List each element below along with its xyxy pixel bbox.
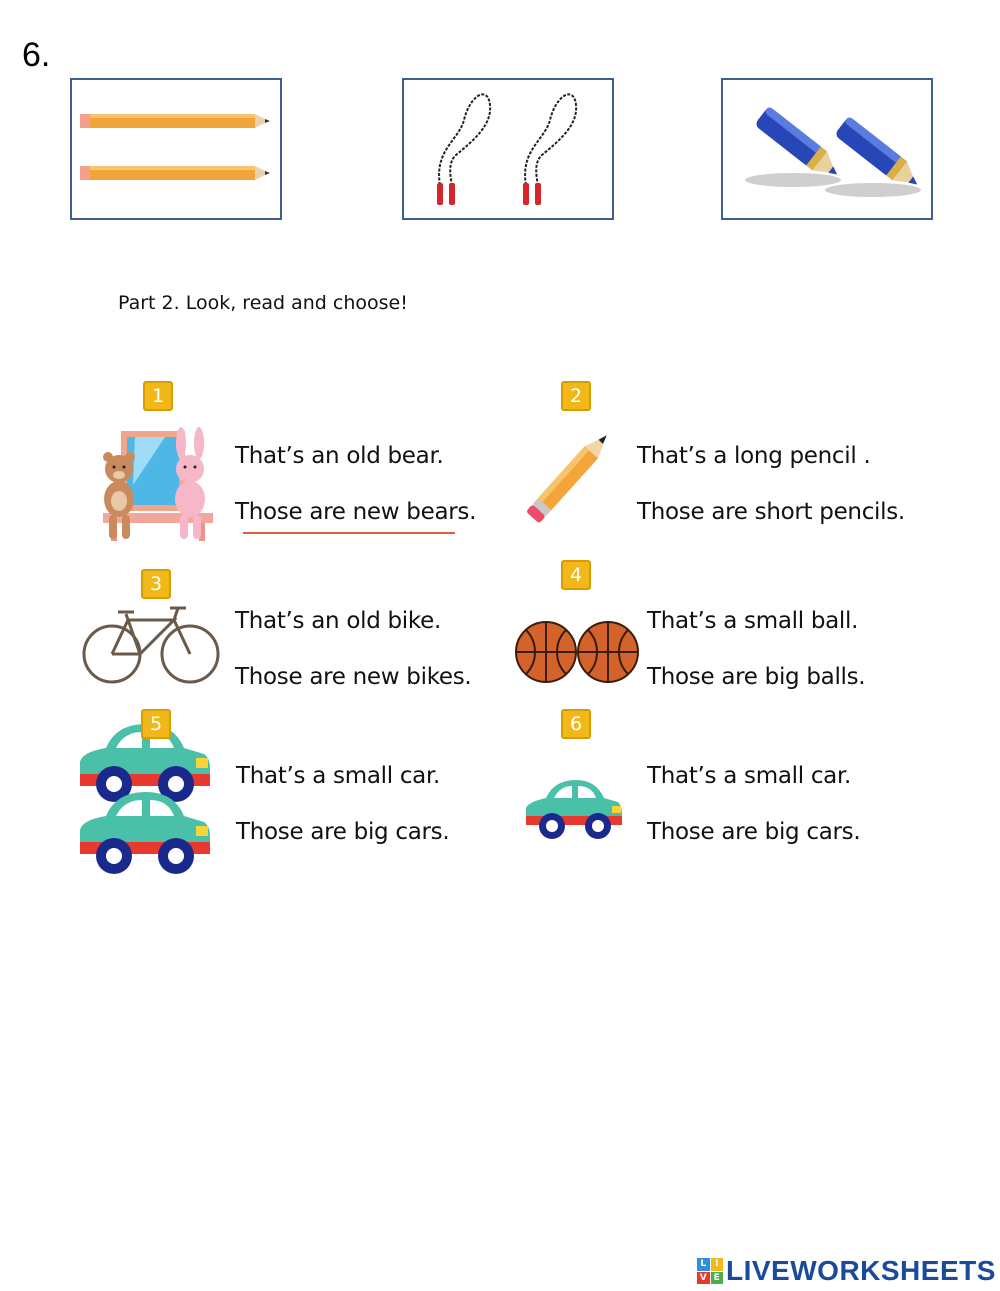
- item-1-option-a[interactable]: That’s an old bear.: [235, 443, 444, 469]
- item-2-option-a[interactable]: That’s a long pencil .: [637, 443, 871, 469]
- item-4-option-b[interactable]: Those are big balls.: [647, 664, 866, 690]
- two-balls-image: [514, 620, 640, 684]
- picture-option-two-crayons[interactable]: [721, 78, 933, 220]
- picture-option-two-pencils[interactable]: [70, 78, 282, 220]
- jump-ropes-image: [404, 80, 612, 218]
- crayons-image: [723, 80, 931, 218]
- item-number-badge: 1: [143, 381, 173, 411]
- bear-and-bunny-image: [95, 425, 223, 545]
- item-3-option-a[interactable]: That’s an old bike.: [235, 608, 441, 634]
- picture-option-two-jump-ropes[interactable]: [402, 78, 614, 220]
- instruction-text: Part 2. Look, read and choose!: [118, 292, 408, 314]
- long-pencil-image: [512, 420, 628, 532]
- logo-mark-icon: L I V E: [697, 1258, 723, 1284]
- logo-text: LIVEWORKSHEETS: [726, 1255, 996, 1286]
- small-car-image: [524, 776, 624, 848]
- item-number-badge: 5: [141, 709, 171, 739]
- bike-image: [82, 602, 220, 688]
- liveworksheets-logo[interactable]: [697, 1253, 996, 1289]
- item-number-badge: 4: [561, 560, 591, 590]
- question-number: 6.: [22, 36, 51, 74]
- item-1-option-b[interactable]: Those are new bears.: [235, 499, 477, 525]
- item-6-option-a[interactable]: That’s a small car.: [647, 763, 852, 789]
- item-number-badge: 2: [561, 381, 591, 411]
- item-6-option-b[interactable]: Those are big cars.: [647, 819, 861, 845]
- item-5-option-a[interactable]: That’s a small car.: [236, 763, 441, 789]
- item-3-option-b[interactable]: Those are new bikes.: [235, 664, 472, 690]
- item-number-badge: 6: [561, 709, 591, 739]
- item-4-option-a[interactable]: That’s a small ball.: [647, 608, 859, 634]
- item-5-option-b[interactable]: Those are big cars.: [236, 819, 450, 845]
- selected-answer-underline: [243, 532, 455, 534]
- item-number-badge: 3: [141, 569, 171, 599]
- item-2-option-b[interactable]: Those are short pencils.: [637, 499, 905, 525]
- two-cars-image: [76, 718, 214, 882]
- pencils-image: [72, 80, 280, 218]
